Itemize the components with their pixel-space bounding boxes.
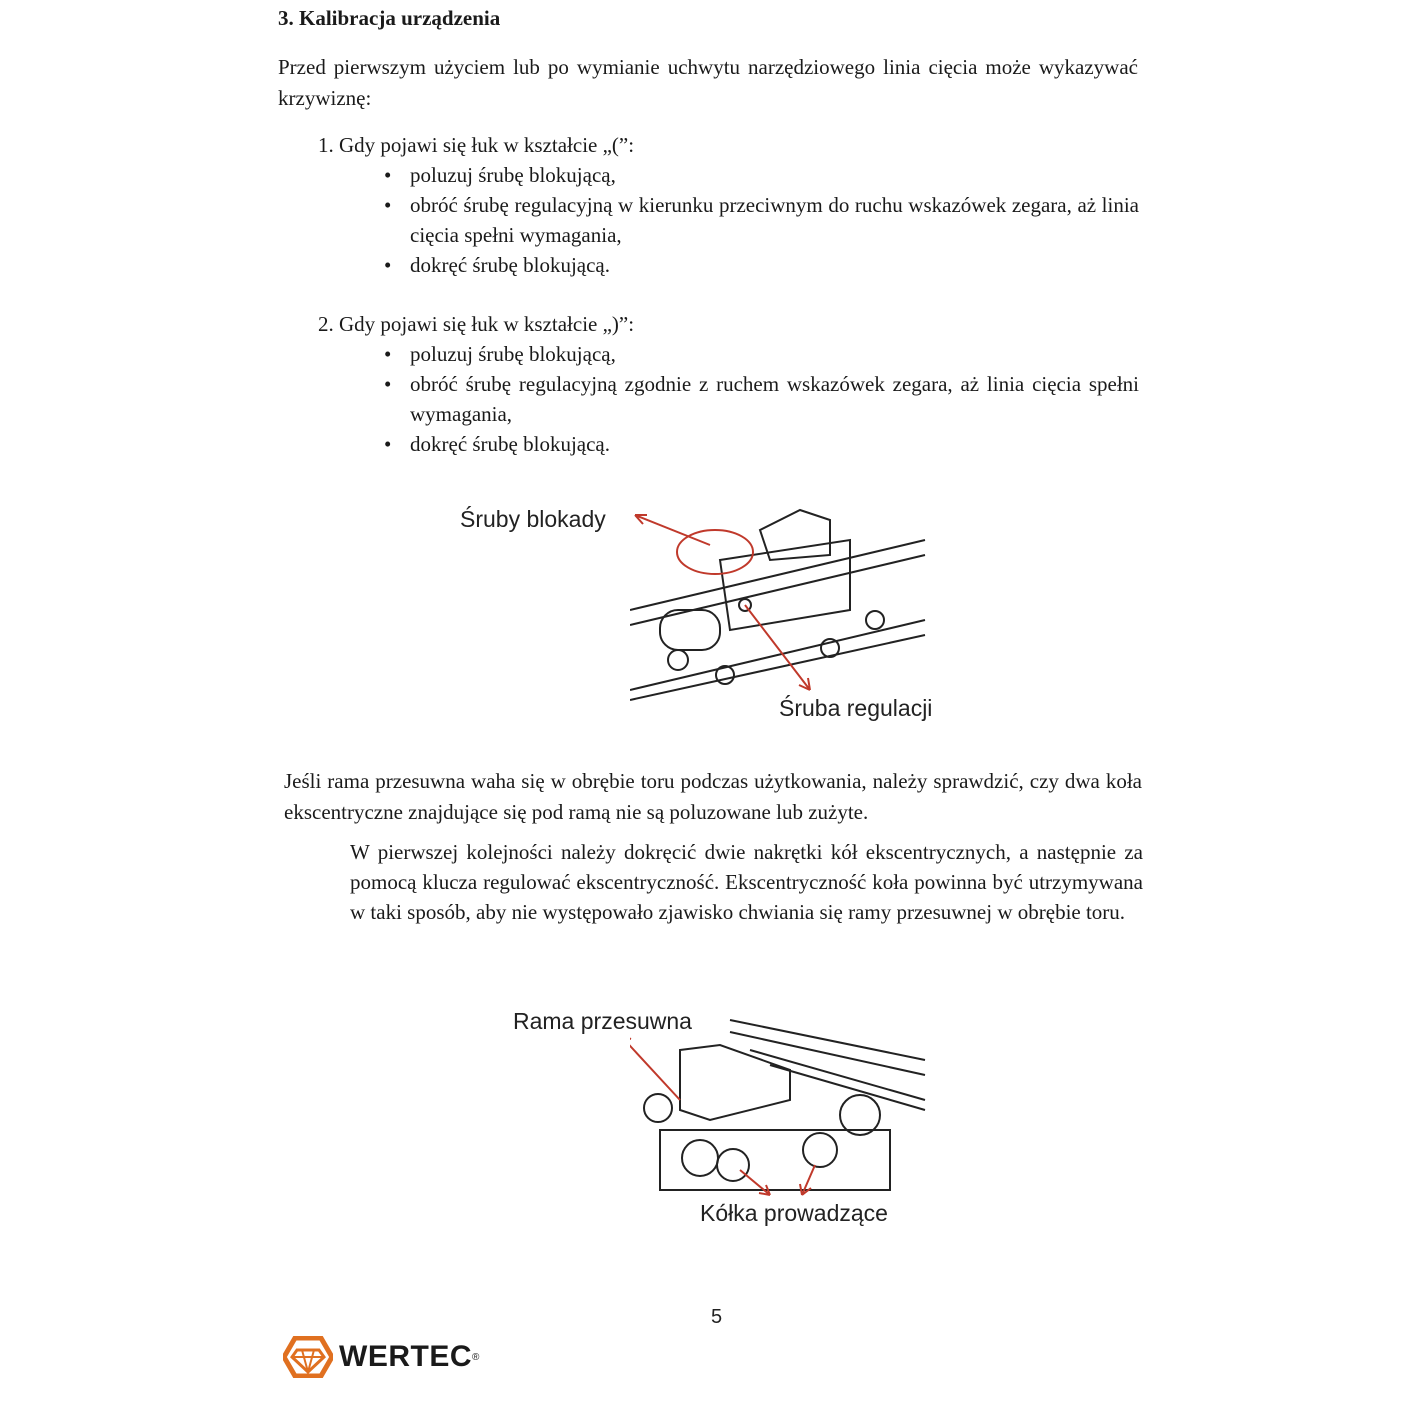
case-2-steps <box>384 339 1139 459</box>
intro-paragraph: Przed pierwszym użyciem lub po wymianie uchwytu narzędziowego linia cięcia może wykazywać krzywiznę: <box>278 55 1138 110</box>
case-1-steps <box>384 160 1139 280</box>
label-guide-wheels: Kółka prowadzące <box>700 1200 888 1226</box>
sliding-frame-wheels-diagram <box>630 1010 930 1205</box>
page-number: 5 <box>711 1306 723 1328</box>
case-2-heading: 2. Gdy pojawi się łuk w kształcie „)”: <box>318 312 635 336</box>
wertec-logo: WERTEC ® <box>283 1336 479 1378</box>
wertec-diamond-icon <box>283 1336 333 1378</box>
label-adjust-screw: Śruba regulacji <box>779 695 933 721</box>
section-title: 3. Kalibracja urządzenia <box>278 6 501 30</box>
label-lock-screws: Śruby blokady <box>460 506 606 532</box>
list-item: • poluzuj śrubę blokującą, <box>384 342 616 366</box>
list-item: • dokręć śrubę blokującą. <box>384 253 611 277</box>
label-sliding-frame: Rama przesuwna <box>513 1008 692 1034</box>
paragraph-wobble: Jeśli rama przesuwna waha się w obrębie toru podczas użytkowania, należy sprawdzić, czy dwa koła ekscentryczne znajdujące się pod ramą nie są poluzowane lub zużyte. <box>284 769 1142 824</box>
case-1-heading: 1. Gdy pojawi się łuk w kształcie „(”: <box>318 133 635 157</box>
list-item: • obróć śrubę regulacyjną w kierunku przeciwnym do ruchu wskazówek zegara, aż linia cięcia spełni wymagania, <box>384 193 1139 247</box>
rail-lock-screws-diagram <box>630 500 930 710</box>
paragraph-eccentric: W pierwszej kolejności należy dokręcić dwie nakrętki kół ekscentrycznych, a następnie za pomocą klucza regulować ekscentryczność. Ekscentryczność koła powinna być utrzymywana w taki sposób, aby nie występowało zjawisko chwiania się ramy przesuwnej w obrębie toru. <box>350 840 1143 924</box>
list-item: • poluzuj śrubę blokującą, <box>384 163 616 187</box>
list-item: • dokręć śrubę blokującą. <box>384 432 611 456</box>
logo-text: WERTEC <box>339 1340 472 1373</box>
list-item: • obróć śrubę regulacyjną zgodnie z ruchem wskazówek zegara, aż linia cięcia spełni wymagania, <box>384 372 1139 426</box>
